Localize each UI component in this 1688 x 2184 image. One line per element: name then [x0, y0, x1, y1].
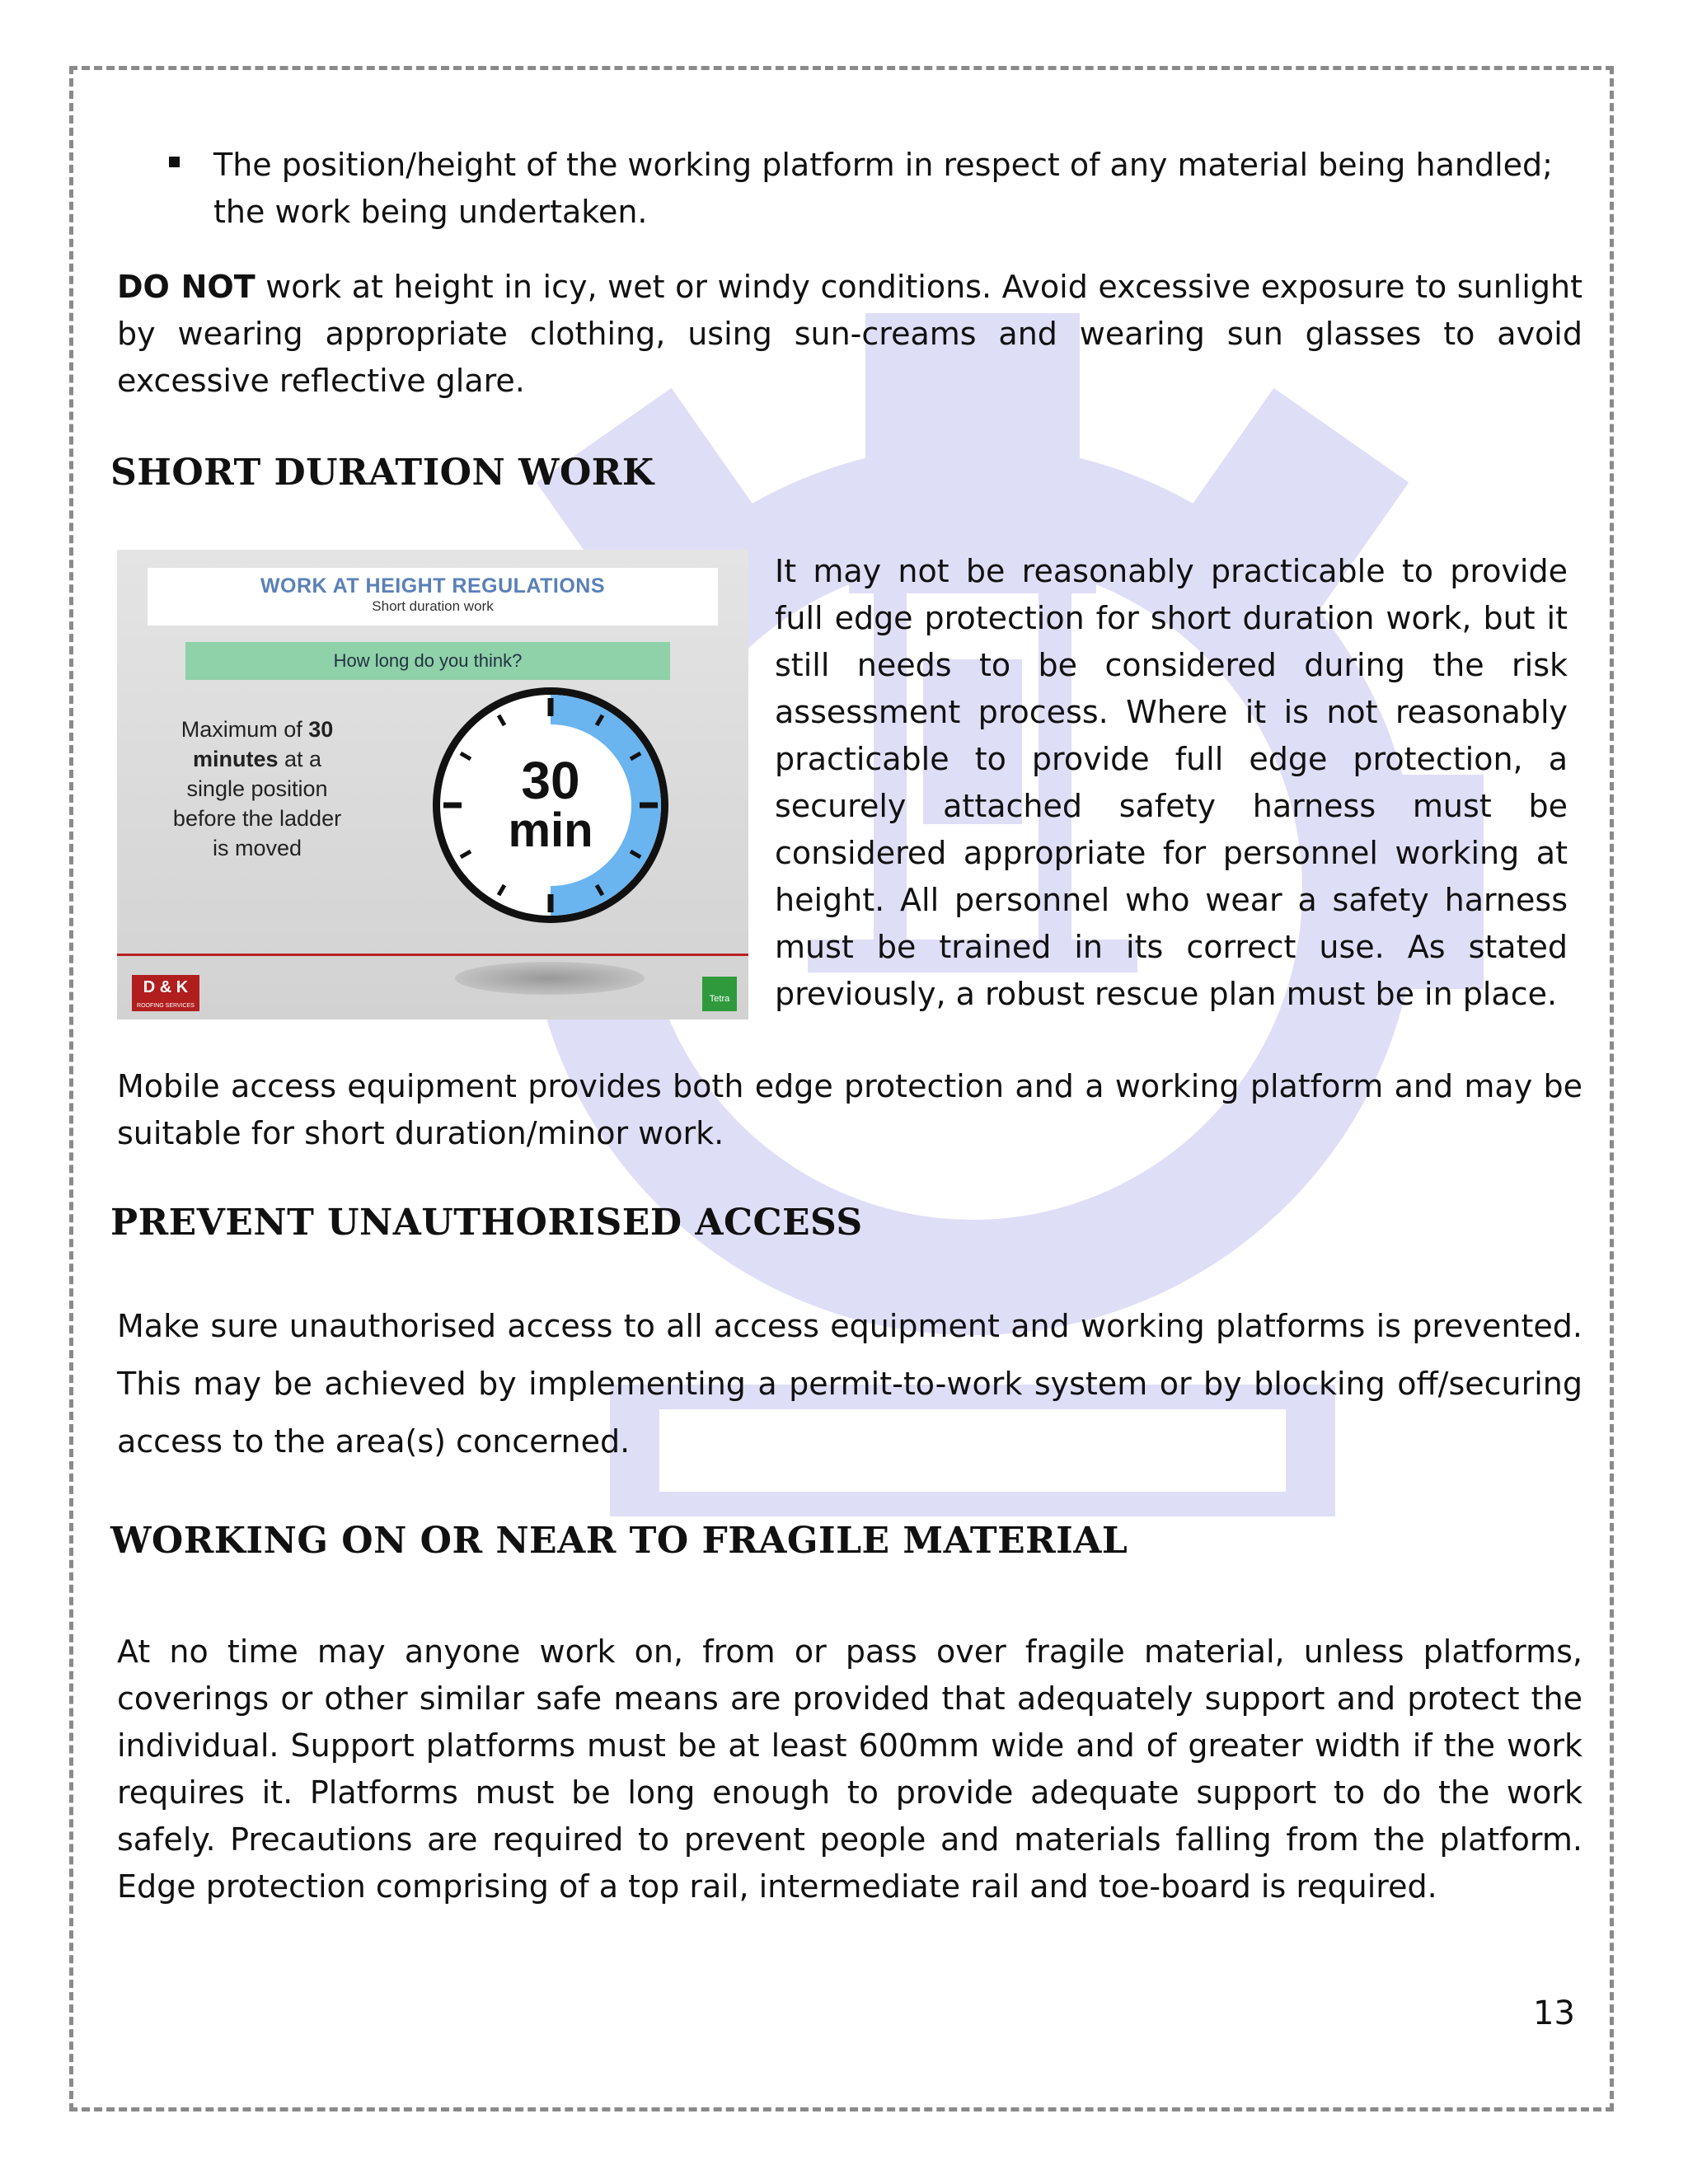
bullet-text: The position/height of the working platform in respect of any material being handled; the work being undertaken. — [213, 147, 1553, 230]
bullet-item — [169, 142, 1582, 236]
clock-shadow — [455, 962, 645, 995]
page-number: 13 — [1533, 1994, 1575, 2032]
tetra-logo: Tetra — [702, 977, 737, 1011]
heading-prevent-unauthorised-access: PREVENT UNAUTHORISED ACCESS — [110, 1202, 863, 1244]
fragile-material-paragraph: At no time may anyone work on, from or pass over fragile material, unless platforms, coverings or other similar safe means are provided that adequately support and protect the individual. Support platforms must be at least 600mm wide and of greater width if the work requires it. Platforms must be long enough to provide adequate support to do the work safely. Precautions are required to prevent people and materials falling from the platform. Edge protection comprising of a top rail, intermediate rail and toe-board is required. — [117, 1633, 1582, 1905]
heading-fragile-material: WORKING ON OR NEAR TO FRAGILE MATERIAL — [110, 1520, 1128, 1562]
do-not-text: work at height in icy, wet or windy conditions. Avoid excessive exposure to sunlight by wearing appropriate clothing, using sun-creams and wearing sun glasses to avoid excessive reflective glare. — [117, 269, 1582, 399]
slide-question: How long do you think? — [185, 642, 670, 680]
do-not-bold: DO NOT — [117, 269, 256, 305]
dk-logo: D & K ROOFING SERVICES — [132, 975, 199, 1011]
unauthorised-access-paragraph: Make sure unauthorised access to all access equipment and working platforms is prevented. This may be achieved by implementing a permit-to-work system or by blocking off/securing access to the area(s) concerned. — [117, 1308, 1582, 1460]
mobile-access-paragraph: Mobile access equipment provides both edge protection and a working platform and may be suitable for short duration/minor work. — [117, 1068, 1582, 1151]
heading-short-duration-work: SHORT DURATION WORK — [110, 452, 654, 494]
slide-bottom-line — [117, 954, 748, 956]
clock-unit: min — [508, 804, 593, 857]
square-bullet-icon — [169, 157, 180, 167]
stopwatch-icon — [427, 682, 674, 929]
slide-subtitle: Short duration work — [372, 598, 494, 614]
clock-number: 30 — [521, 751, 580, 810]
slide-title: WORK AT HEIGHT REGULATIONS — [260, 574, 606, 598]
slide-title-box — [148, 568, 718, 626]
short-duration-paragraph: It may not be reasonably practicable to provide full edge protection for short duration work, but it still needs to be considered during the risk assessment process. Where it is not reasonably practicable to provide full edge protection, a securely attached safety harness must be considered appropriate for personnel working at height. All personnel who wear a safety harness must be trained in its correct use. As stated previously, a robust rescue plan must be in place. — [775, 553, 1568, 1012]
do-not-paragraph — [117, 264, 1582, 405]
slide-image — [117, 550, 748, 1019]
slide-left-text: Maximum of 30 minutes at a single position before the ladder is moved — [172, 717, 342, 860]
